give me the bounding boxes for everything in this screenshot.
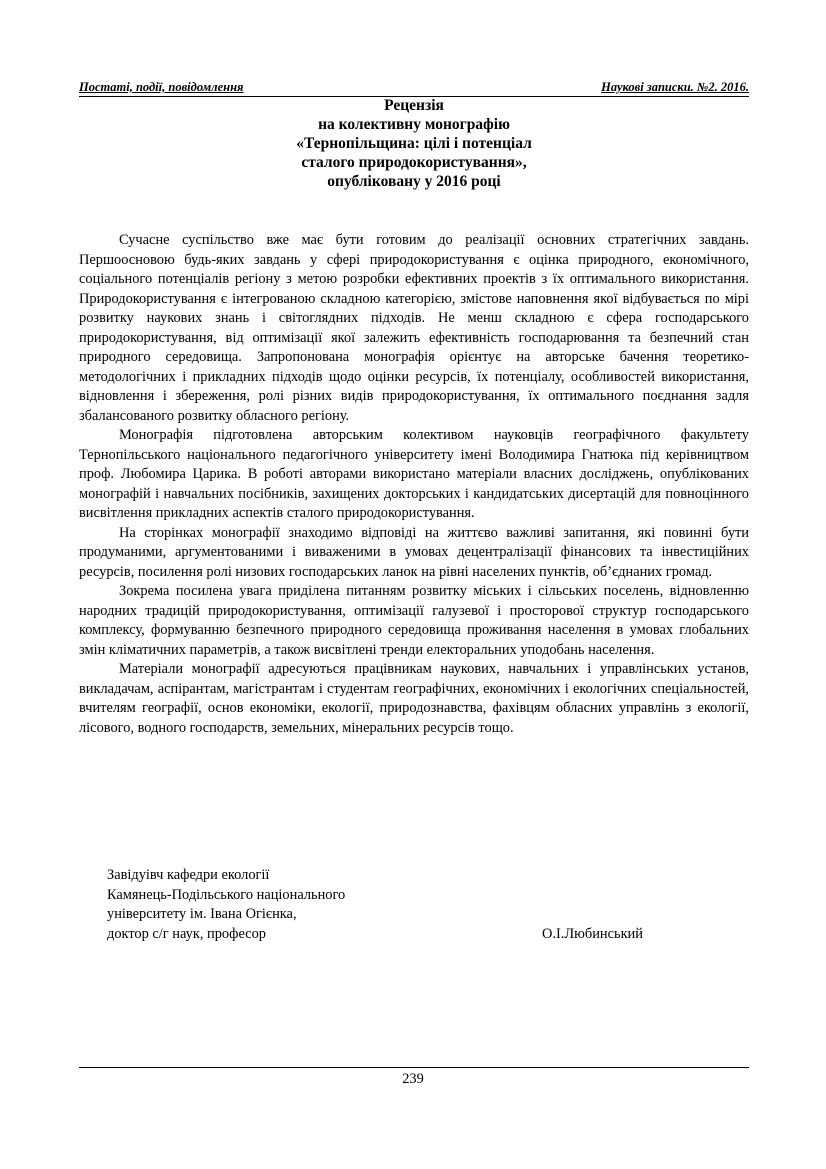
signature-block xyxy=(107,866,667,944)
title-line: «Тернопільщина: цілі і потенціал xyxy=(296,135,532,152)
review-body xyxy=(79,231,749,738)
signature-degree-row xyxy=(107,925,667,945)
header-section-title: Постаті, події, повідомлення xyxy=(79,80,244,94)
paragraph: Матеріали монографії адресуються працівникам наукових, навчальних і управлінських установ, викладачам, аспірантам, магістрантам і студентам географічних, економічних і екологічних спеціальностей, вчителям географії, основ економіки, екології, природознавства, фахівцям обласних управлінь з екології, лісового, водного господарств, земельних, мінеральних ресурсів тощо. xyxy=(79,661,749,736)
signature-institution: Камянець-Подільського національного xyxy=(107,886,346,903)
footer-divider xyxy=(79,1067,749,1068)
signature-institution-cont: університету ім. Івана Огієнка, xyxy=(107,906,297,922)
running-header xyxy=(79,80,749,97)
title-line: на колективну монографію xyxy=(318,116,510,133)
paragraph: Зокрема посилена увага приділена питанням розвитку міських і сільських поселень, відновленню народних традицій природокористування, оптимізації галузевої і просторової структур господарського комплексу, формуванню безпечного природного середовища проживання населення в умовах глобальних змін кліматичних параметрів, а також висвітлені тренди електоральних уподобань населення. xyxy=(79,583,749,658)
header-journal-title: Наукові записки. №2. 2016. xyxy=(601,80,749,94)
signature-degree: доктор с/г наук, професор xyxy=(107,925,266,942)
title-line: Рецензія xyxy=(384,97,444,114)
signature-position: Завідуівч кафедри екології xyxy=(107,867,270,883)
page-number: 239 xyxy=(402,1071,424,1087)
review-title xyxy=(79,96,749,191)
signature-name: О.І.Любинський xyxy=(542,925,643,942)
title-line: сталого природокористування», xyxy=(301,154,527,171)
paragraph: На сторінках монографії знаходимо відповіді на життєво важливі запитання, які повинні бути продуманими, аргументованими і виваженими в умовах децентралізації фінансових та інвестиційних ресурсів, посилення ролі низових господарських ланок на рівні населених пунктів, об’єднаних громад. xyxy=(79,524,749,580)
title-line: опубліковану у 2016 році xyxy=(327,173,501,190)
paragraph: Сучасне суспільство вже має бути готовим до реалізації основних стратегічних завдань. Першоосновою будь-яких завдань у сфері природокористування є оцінка природного, економічного, соціального потенціалів регіону з метою розробки ефективних проектів з їх оптимального використання. Природокористування є інтегрованою складною категорією, змістове наповнення якої відбувається по мірі розвитку наукових знань і світоглядних підходів. Не менш складною є сфера господарського природокористування, від оптимізації якої залежить ефективність господарювання та безпечний стан природного середовища. Запропонована монографія орієнтує на авторське бачення теоретико-методологічних і прикладних підходів щодо оцінки ресурсів, їх потенціалу, особливостей використання, відновлення і збереження, ролі різних видів природокористування, їх оптимального поєднання задля збалансованого розвитку обласного регіону. xyxy=(79,232,749,424)
paragraph: Монографія підготовлена авторським колективом науковців географічного факультету Тернопільського національного педагогічного університету імені Володимира Гнатюка під керівництвом проф. Любомира Царика. В роботі авторами використано матеріали власних досліджень, опублікованих монографій і навчальних посібників, захищених докторських і кандидатських дисертацій для повноцінного висвітлення прикладних аспектів сталого природокористування. xyxy=(79,427,749,521)
